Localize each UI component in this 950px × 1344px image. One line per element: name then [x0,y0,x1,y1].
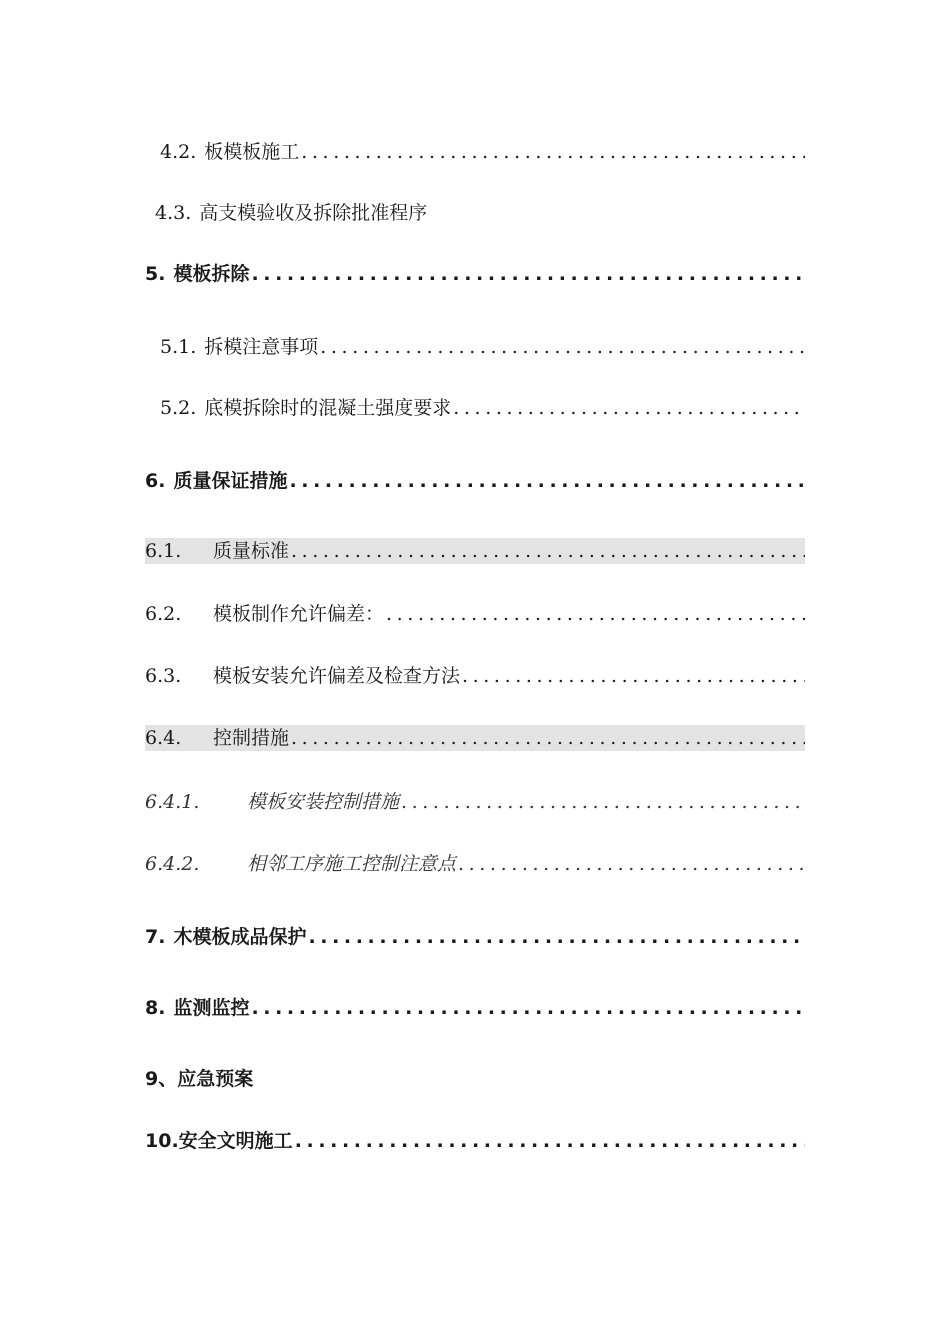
toc-number: 6. [145,470,166,492]
toc-number: 6.3. [145,665,182,687]
toc-title: 模板安装允许偏差及检查方法 [213,665,461,687]
toc-entry-6[interactable] [145,468,805,494]
toc-number: 7. [145,926,166,948]
toc-title: 相邻工序施工控制注意点 [247,853,457,875]
toc-number: 6.4. [145,727,182,749]
toc-number: 4.3. [155,202,192,224]
toc-number: 8. [145,997,166,1019]
dot-leader [299,139,805,165]
toc-number: 5.2. [160,397,197,419]
dot-leader [306,924,805,950]
toc-number: 6.4.1. [145,791,200,813]
dot-leader [460,663,805,689]
toc-title: 高支模验收及拆除批准程序 [199,202,428,224]
dot-leader [456,851,805,877]
dot-leader [318,334,805,360]
dot-leader [293,1128,805,1154]
toc-title: 模板安装控制措施 [247,791,400,813]
toc-entry-8[interactable] [145,995,805,1021]
dot-leader [399,789,805,815]
toc-entry-6-4[interactable] [145,725,805,751]
toc-entry-7[interactable] [145,924,805,950]
toc-entry-5-1[interactable] [160,334,805,360]
dot-leader [249,261,805,287]
toc-entry-6-2[interactable] [145,601,805,627]
toc-title: 安全文明施工 [178,1130,293,1152]
toc-number: 4.2. [160,141,197,163]
toc-title: 拆模注意事项 [204,336,319,358]
toc-title: 监测监控 [173,997,250,1019]
dot-leader [289,538,805,564]
toc-title: 质量标准 [213,540,290,562]
toc-number: 6.1. [145,540,182,562]
toc-number: 6.4.2. [145,853,200,875]
toc-entry-6-3[interactable] [145,663,805,689]
toc-entry-6-1[interactable] [145,538,805,564]
toc-title: 模板制作允许偏差： [213,603,385,625]
toc-title: 9、应急预案 [145,1068,254,1090]
toc-number: 6.2. [145,603,182,625]
toc-number: 5.1. [160,336,197,358]
toc-title: 板模板施工 [204,141,300,163]
dot-leader [289,725,805,751]
dot-leader [287,468,805,494]
toc-entry-5-2[interactable] [160,395,805,421]
toc-entry-6-4-1[interactable] [145,789,805,815]
toc-number: 10. [145,1130,179,1152]
toc-title: 控制措施 [213,727,290,749]
toc-title: 底模拆除时的混凝土强度要求 [204,397,452,419]
dot-leader [249,995,805,1021]
toc-title: 木模板成品保护 [173,926,307,948]
toc-title: 模板拆除 [173,263,250,285]
toc-entry-5[interactable] [145,261,805,287]
toc-entry-4-2[interactable] [160,139,805,165]
toc-entry-9[interactable] [145,1066,805,1092]
toc-number: 5. [145,263,166,285]
dot-leader [384,601,805,627]
toc-entry-6-4-2[interactable] [145,851,805,877]
toc-entry-10[interactable] [145,1128,805,1154]
toc-title: 质量保证措施 [173,470,288,492]
toc-entry-4-3[interactable] [155,200,805,226]
dot-leader [451,395,805,421]
